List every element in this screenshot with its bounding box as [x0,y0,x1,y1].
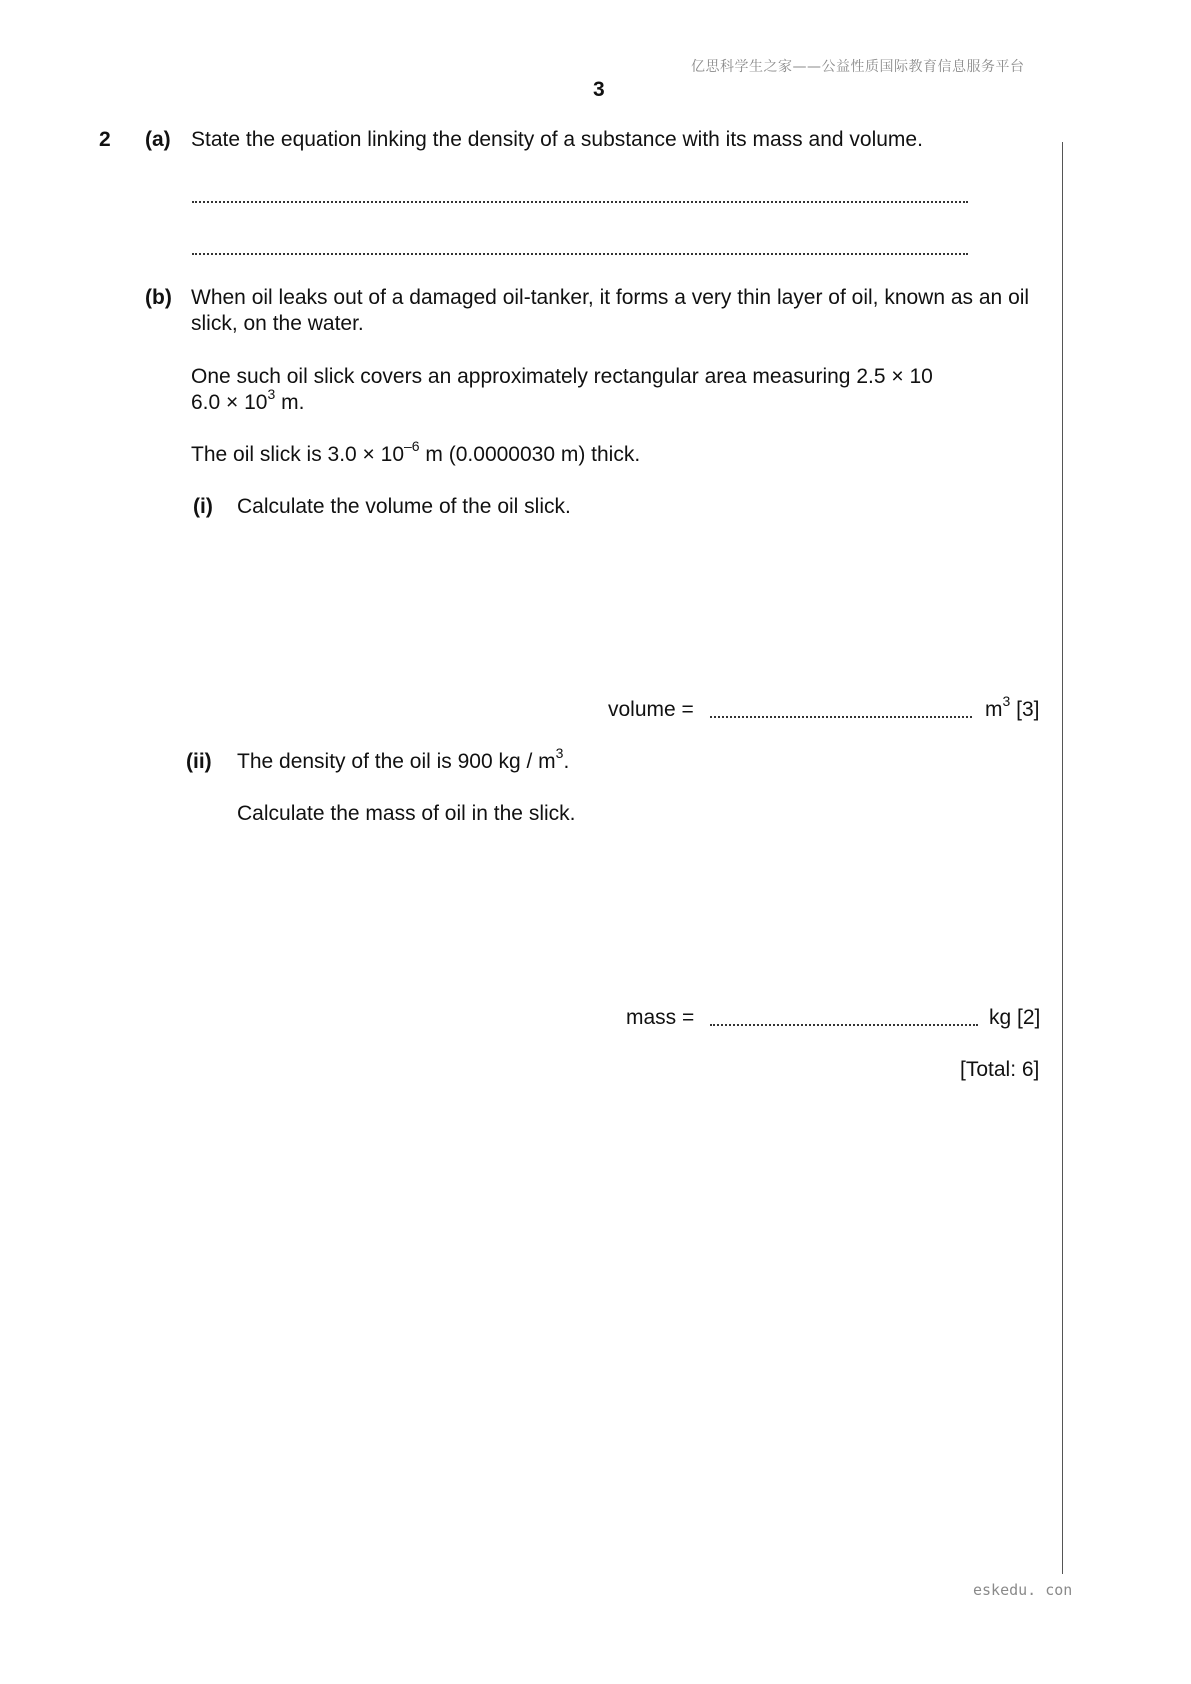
area-line-2-base: 6.0 × 10 [191,391,268,414]
density-exponent: 3 [555,745,564,761]
thickness-prefix: The oil slick is 3.0 × 10 [191,443,405,466]
sub-ii-label: (ii) [186,750,212,773]
part-b-intro: When oil leaks out of a damaged oil-tanker, it forms a very thin layer of oil, known as an oil slick, on the water. [191,286,1030,335]
footer-watermark: eskedu. con [973,1581,1073,1599]
volume-unit-base: m [985,698,1003,721]
margin-rule [1062,142,1063,1574]
thickness-suffix: m (0.0000030 m) thick. [419,443,641,466]
density-suffix: . [563,750,570,773]
part-b-label: (b) [145,286,172,309]
question-number: 2 [99,128,111,151]
area-line-2-exponent: 3 [267,386,276,402]
thickness-line [191,438,641,468]
mass-unit-label: kg [989,1006,1012,1029]
header-watermark: 亿思科学生之家——公益性质国际教育信息服务平台 [691,59,1025,75]
mass-unit [989,1005,1040,1031]
total-marks: [Total: 6] [960,1058,1040,1081]
mass-answer-line[interactable] [710,1024,978,1026]
sub-i-text: Calculate the volume of the oil slick. [237,495,571,518]
density-line [237,745,570,775]
answer-line-a-1[interactable] [192,201,968,203]
sub-ii-text: Calculate the mass of oil in the slick. [237,802,576,825]
thickness-exponent: –6 [404,438,420,454]
sub-i-label: (i) [193,495,213,518]
part-a-text: State the equation linking the density of a substance with its mass and volume. [191,128,923,151]
volume-unit-exponent: 3 [1002,693,1011,709]
area-line-2-unit: m. [275,391,305,414]
density-prefix: The density of the oil is 900 kg / m [237,750,556,773]
mass-marks: [2] [1017,1006,1041,1029]
page-number: 3 [593,78,605,101]
mass-answer-label: mass = [626,1006,695,1029]
answer-line-a-2[interactable] [192,253,968,255]
volume-answer-line[interactable] [710,716,972,718]
volume-marks: [3] [1016,698,1040,721]
area-line-2 [191,386,305,416]
volume-unit [985,693,1040,723]
area-line-1: One such oil slick covers an approximately rectangular area measuring 2.5 × 10 [191,365,933,388]
volume-answer-label: volume = [608,698,694,721]
part-a-label: (a) [145,128,171,151]
